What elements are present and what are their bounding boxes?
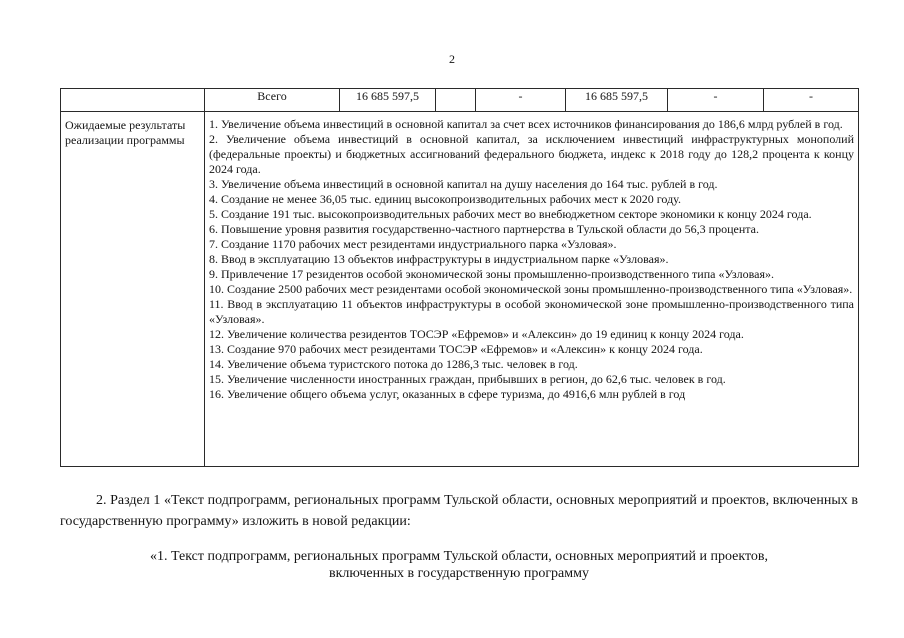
total-value-cell: -: [476, 89, 566, 112]
result-item: 10. Создание 2500 рабочих мест резидентами особой экономической зоны промышленно-производственного типа «Узловая».: [209, 282, 853, 296]
results-label: Ожидаемые результаты реализации программы: [61, 112, 205, 467]
result-item: 5. Создание 191 тыс. высокопроизводительных рабочих мест во внебюджетном секторе экономики к концу 2024 года.: [209, 207, 812, 221]
result-item: 7. Создание 1170 рабочих мест резидентами индустриального парка «Узловая».: [209, 237, 617, 251]
result-item: 3. Увеличение объема инвестиций в основной капитал на душу населения до 164 тыс. рублей в год.: [209, 177, 718, 191]
result-item: 1. Увеличение объема инвестиций в основной капитал за счет всех источников финансирования до 186,6 млрд рублей в год.: [209, 117, 843, 131]
section-heading-line: «1. Текст подпрограмм, региональных программ Тульской области, основных мероприятий и проектов,: [149, 549, 768, 564]
result-item: 6. Повышение уровня развития государственно-частного партнерства в Тульской области до 56,3 процента.: [209, 222, 759, 236]
page-number: 2: [449, 52, 455, 66]
program-table: [60, 88, 859, 467]
total-value-cell: 16 685 597,5: [340, 89, 436, 112]
amendment-paragraph: 2. Раздел 1 «Текст подпрограмм, региональных программ Тульской области, основных мероприятий и проектов, включенных в государственную программу» изложить в новой редакции:: [60, 493, 858, 529]
total-value-cell: -: [764, 89, 859, 112]
section-heading: [60, 548, 858, 582]
results-list: [205, 112, 859, 467]
result-item: 2. Увеличение объема инвестиций в основной капитал, за исключением инвестиций инфраструктурных монополий (федеральные проекты) и бюджетных ассигнований федерального бюджета, индекс к 2018 году до 128,2 процента к концу 2024 года.: [209, 132, 854, 176]
result-item: 15. Увеличение численности иностранных граждан, прибывших в регион, до 62,6 тыс. человек в год.: [209, 372, 726, 386]
result-item: 8. Ввод в эксплуатацию 13 объектов инфраструктуры в индустриальном парке «Узловая».: [209, 252, 669, 266]
result-item: 4. Создание не менее 36,05 тыс. единиц высокопроизводительных рабочих мест к 2020 году.: [209, 192, 681, 206]
results-row: [61, 112, 859, 467]
result-item: 14. Увеличение объема туристского потока до 1286,3 тыс. человек в год.: [209, 357, 578, 371]
result-item: 12. Увеличение количества резидентов ТОСЭР «Ефремов» и «Алексин» до 19 единиц к концу 2024 года.: [209, 327, 744, 341]
result-item: 9. Привлечение 17 резидентов особой экономической зоны промышленно-производственного типа «Узловая».: [209, 267, 774, 281]
result-item: 16. Увеличение общего объема услуг, оказанных в сфере туризма, до 4916,6 млн рублей в год: [209, 387, 686, 401]
section-heading-line: включенных в государственную программу: [329, 566, 589, 581]
total-row: [61, 89, 859, 112]
empty-cell: [61, 89, 205, 112]
total-value-cell: -: [668, 89, 764, 112]
total-label: Всего: [205, 89, 340, 112]
total-value-cell: 16 685 597,5: [566, 89, 668, 112]
result-item: 11. Ввод в эксплуатацию 11 объектов инфраструктуры в особой экономической зоне промышленно-производственного типа «Узловая».: [209, 297, 854, 326]
result-item: 13. Создание 970 рабочих мест резидентами ТОСЭР «Ефремов» и «Алексин» к концу 2024 года.: [209, 342, 703, 356]
total-value-cell: [436, 89, 476, 112]
